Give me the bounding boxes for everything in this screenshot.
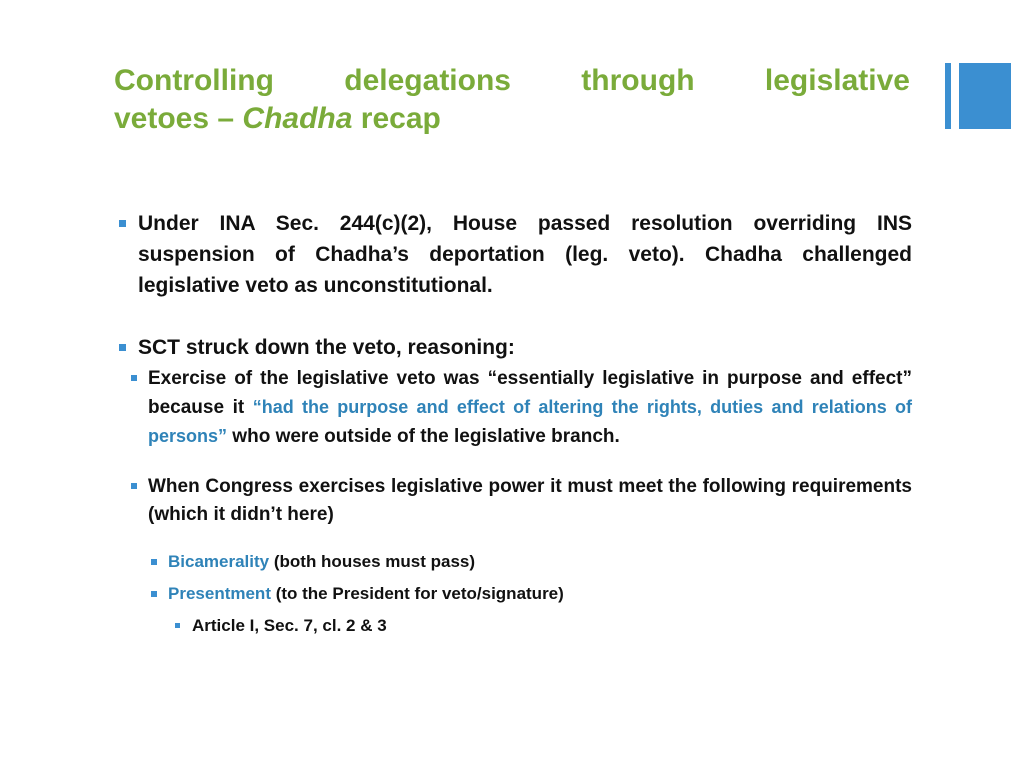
bullet-text: (both houses must pass) — [269, 552, 476, 571]
bullet-level3-bicamerality — [94, 549, 912, 575]
title-suffix: recap — [352, 102, 441, 135]
bullet-level1-sct — [116, 332, 912, 363]
square-bullet-icon — [119, 220, 126, 227]
term-presentment: Presentment — [168, 584, 271, 603]
bullet-text-pre: Exercise of the legislative veto was “essentially legislative in purpose and effect” because it — [148, 368, 912, 418]
bullet-text: SCT struck down the veto, reasoning: — [138, 336, 515, 359]
decor-bar-thick — [959, 63, 1011, 129]
term-bicamerality: Bicamerality — [168, 552, 270, 571]
slide-body — [116, 208, 912, 639]
decor-bar-thin — [945, 63, 951, 129]
slide-title — [114, 62, 910, 138]
bullet-text: (to the President for veto/signature) — [270, 584, 564, 603]
square-bullet-icon — [175, 623, 180, 628]
bullet-level3-presentment — [94, 581, 912, 607]
bullet-text: When Congress exercises legislative power it must meet the following requirements (which it didn’t here) — [148, 476, 912, 525]
square-bullet-icon — [131, 375, 137, 381]
title-line-1: Controlling delegations through legislative — [114, 64, 910, 97]
bullet-level1-ina — [116, 208, 912, 301]
bullet-level2-exercise — [94, 365, 912, 451]
title-prefix: vetoes – — [114, 102, 243, 135]
square-bullet-icon — [119, 344, 126, 351]
bullet-text-post: who were outside of the legislative branch. — [227, 426, 620, 447]
square-bullet-icon — [131, 483, 137, 489]
bullet-level2-requirements — [94, 473, 912, 529]
bullet-text: Article I, Sec. 7, cl. 2 & 3 — [192, 616, 387, 635]
square-bullet-icon — [151, 591, 157, 597]
title-italic: Chadha — [242, 102, 353, 135]
title-line-2 — [114, 100, 910, 138]
bullet-level4-article — [94, 613, 912, 639]
quote-text: “had the purpose and effect of altering the rights, duties and relations of persons” — [148, 397, 912, 446]
bullet-text: Under INA Sec. 244(c)(2), House passed resolution overriding INS suspension of Chadha’s deportation (leg. veto). Chadha challenged legislative veto as unconstitutional. — [138, 212, 912, 297]
square-bullet-icon — [151, 559, 157, 565]
